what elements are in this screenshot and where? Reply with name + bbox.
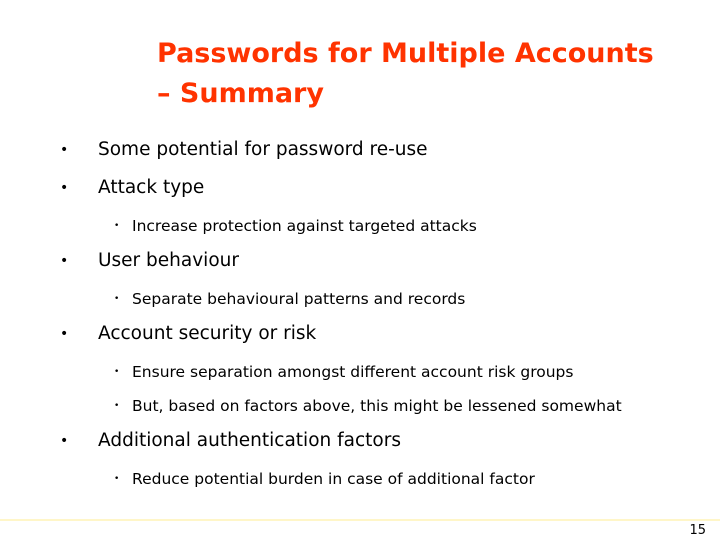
- sub-bullet-text: Reduce potential burden in case of additional factor: [132, 470, 535, 488]
- bullet-text: User behaviour: [98, 250, 239, 271]
- bullet-icon: •: [60, 326, 69, 342]
- slide-title: [157, 34, 697, 114]
- bullet-text: Additional authentication factors: [98, 430, 401, 451]
- sub-bullet-icon: •: [114, 401, 120, 411]
- sub-bullet-icon: •: [114, 474, 120, 484]
- sub-bullet-icon: •: [114, 221, 120, 231]
- sub-bullet-text: Separate behavioural patterns and records: [132, 290, 466, 308]
- page-number: 15: [689, 523, 706, 538]
- bullet-text: Account security or risk: [98, 323, 317, 344]
- bullet-text: Attack type: [98, 177, 205, 198]
- slide-title-line-1: Passwords for Multiple Accounts: [157, 38, 654, 69]
- bullet-text: Some potential for password re-use: [98, 139, 428, 160]
- bullet-icon: •: [60, 433, 69, 449]
- sub-bullet-text: But, based on factors above, this might be lessened somewhat: [132, 397, 622, 415]
- sub-bullet-text: Increase protection against targeted attacks: [132, 217, 477, 235]
- footer-divider: [0, 519, 720, 521]
- sub-bullet-icon: •: [114, 367, 120, 377]
- bullet-icon: •: [60, 253, 69, 269]
- slide-title-line-2: – Summary: [157, 78, 324, 109]
- sub-bullet-icon: •: [114, 294, 120, 304]
- bullet-icon: •: [60, 142, 69, 158]
- sub-bullet-text: Ensure separation amongst different account risk groups: [132, 363, 574, 381]
- bullet-icon: •: [60, 180, 69, 196]
